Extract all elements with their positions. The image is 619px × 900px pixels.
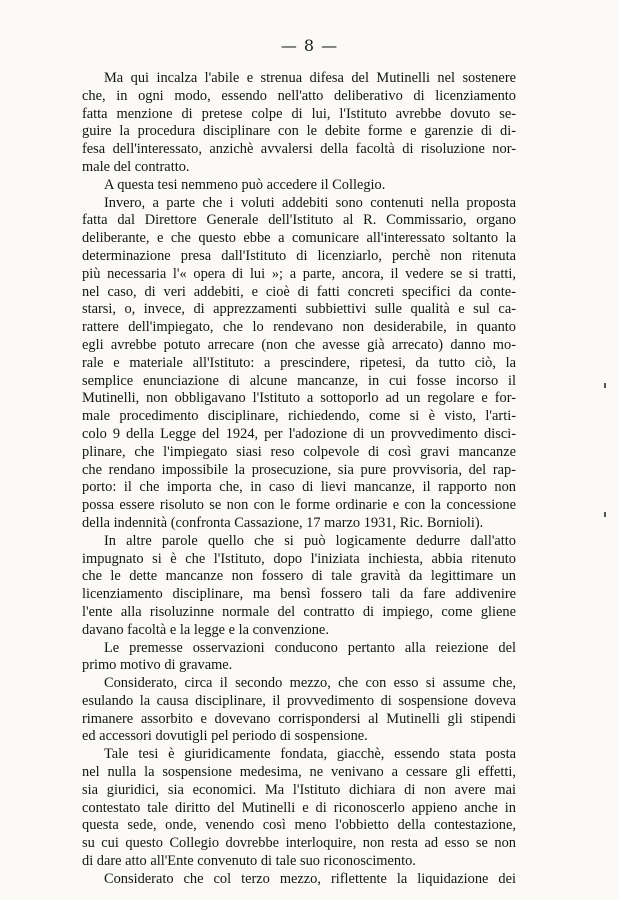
text-line: rattere dell'impiegato, che lo rendevano non desiderabile, in quanto xyxy=(82,319,516,336)
text-line: fatta dal Direttore Generale dell'Istituto al R. Commissario, organo xyxy=(82,212,516,229)
page-number: — 8 — xyxy=(280,36,339,55)
text-line: nel caso, di veri addebiti, e cioè di fatti concreti specifici da conte- xyxy=(82,283,516,300)
text-line: più necessaria l'« opera di lui »; a parte, ancora, il vedere se si tratti, xyxy=(82,265,516,282)
text-line: licenziamento disciplinare, ma bensì fossero tali da fare addivenire xyxy=(82,586,516,603)
text-line: male procedimento disciplinare, richiedendo, come si è visto, l'arti- xyxy=(82,408,516,425)
text-line: egli avrebbe potuto arrecare (non che avesse già arrecato) danno mo- xyxy=(82,336,516,353)
text-line: Ma qui incalza l'abile e strenua difesa del Mutinelli nel sostenere xyxy=(104,70,516,86)
body-text xyxy=(82,70,516,889)
text-line: nel nulla la sospensione medesima, ne venivano a cessare gli effetti, xyxy=(82,764,516,781)
text-line: Invero, a parte che i voluti addebiti sono contenuti nella proposta xyxy=(104,194,516,211)
margin-mark xyxy=(604,512,606,517)
text-line: colo 9 della Legge del 1924, per l'adozione di un provvedimento disci- xyxy=(82,425,516,442)
text-line: possa essere risoluto se non con le forme ordinarie e con la concessione xyxy=(82,497,516,514)
text-line: l'ente alla risoluzinne normale del contratto di impiego, come gliene xyxy=(82,603,516,620)
text-line: deliberante, e che questo ebbe a comunicare all'interessato soltanto la xyxy=(82,230,516,247)
text-line: determinazione presa dall'Istituto di licenziarlo, perchè non ritenuta xyxy=(82,247,516,264)
text-line: Mutinelli, non obbligavano l'Istituto a sottoporlo ad un regolare e for- xyxy=(82,390,516,407)
text-line: fesa dell'interessato, anzichè avvalersi della facoltà di risoluzione nor- xyxy=(82,141,516,158)
text-line: esulando la causa disciplinare, il provvedimento di sospensione doveva xyxy=(82,692,516,709)
text-line: che le dette mancanze non fossero di tale gravità da legittimare un xyxy=(82,568,516,585)
text-line: davano facoltà e la legge e la convenzione. xyxy=(82,621,329,638)
text-line: che rendano impossibile la prosecuzione, sia pure provvisoria, del rap- xyxy=(82,461,516,478)
text-line: male del contratto. xyxy=(82,158,190,175)
text-line: questa sede, onde, venendo così meno l'obbietto della contestazione, xyxy=(82,817,516,834)
text-line: porto: il che importa che, in caso di lievi mancanze, il rapporto non xyxy=(82,479,516,496)
text-line: Tale tesi è giuridicamente fondata, giacchè, essendo stata posta xyxy=(104,746,516,763)
text-line: primo motivo di gravame. xyxy=(82,657,233,674)
margin-mark xyxy=(604,383,606,388)
text-line: sia giuridici, sia economici. Ma l'Istituto dichiara di non avere mai xyxy=(82,781,516,798)
text-line: rale e materiale all'Istituto: a prescindere, ripetesi, da tutto ciò, la xyxy=(82,354,516,371)
text-line: semplice enunciazione di alcune mancanze, in cui fosse incorso il xyxy=(82,372,516,389)
text-line: impugnato si è che l'Istituto, dopo l'iniziata inchiesta, abbia ritenuto xyxy=(82,550,516,567)
text-line: che, in ogni modo, essendo nell'atto deliberativo di licenziamento xyxy=(82,87,516,104)
text-line: fatta menzione di pretese colpe di lui, l'Istituto avrebbe dovuto se- xyxy=(82,105,516,122)
text-line: Considerato che col terzo mezzo, riflettente la liquidazione dei xyxy=(104,870,516,887)
text-line: della indennità (confronta Cassazione, 17 marzo 1931, Ric. Bornioli). xyxy=(82,514,484,531)
text-line: In altre parole quello che si può logicamente dedurre dall'atto xyxy=(104,532,516,549)
text-line: plinare, che l'impiegato siasi reso colpevole di così gravi mancanze xyxy=(82,443,516,460)
text-line: guire la procedura disciplinare con le debite forme e garenzie di di- xyxy=(82,123,516,140)
text-line: Considerato, circa il secondo mezzo, che con esso si assume che, xyxy=(104,675,516,692)
text-line: su cui questo Collegio dovrebbe interloquire, non resta ad esso se non xyxy=(82,835,516,852)
text-line: rimanere assorbito e dovevano corrispondersi al Mutinelli gli stipendi xyxy=(82,710,516,727)
text-line: ed accessori dovutigli pel periodo di sospensione. xyxy=(82,728,368,745)
text-line: starsi, o, invece, di apprezzamenti subbiettivi sulle qualità e sul ca- xyxy=(82,301,516,318)
text-line: contestato tale diritto del Mutinelli e di riconoscerlo appieno anche in xyxy=(82,799,516,816)
text-line: A questa tesi nemmeno può accedere il Collegio. xyxy=(104,176,386,193)
text-line: Le premesse osservazioni conducono pertanto alla reiezione del xyxy=(104,639,516,656)
text-line: di dare atto all'Ente convenuto di tale suo riconoscimento. xyxy=(82,853,416,870)
